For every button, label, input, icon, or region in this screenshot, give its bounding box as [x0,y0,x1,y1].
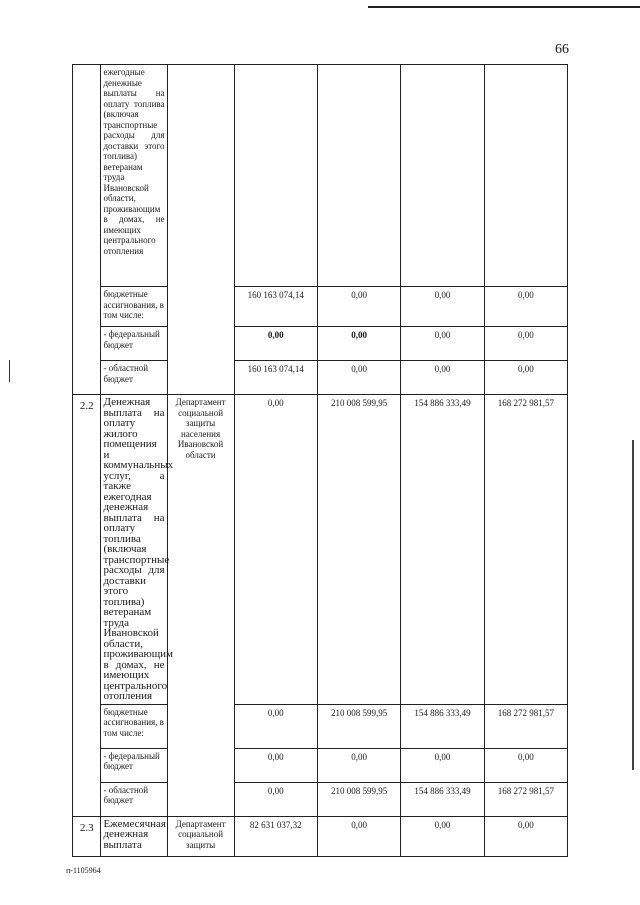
measure-name: Ежемесячная денежная выплата [101,816,167,856]
value-cell: 0,00 [484,816,567,856]
table-row [73,816,568,856]
measure-name: Денежная выплата на оплату жилого помещения и коммунальных услуг, а также ежегодная денежная выплата на оплату топлива (включая транспортные расходы для доставки этого топлива) ветеранам труда Ивановской области, проживающим в домах, не имеющих центрального отопления [101,395,167,705]
value-cell [401,65,484,287]
row-number: 2.2 [73,395,101,817]
value-cell: 0,00 [401,361,484,395]
value-cell: 0,00 [234,782,317,816]
value-cell: 160 163 074,14 [234,287,317,327]
scan-mark-left [9,360,10,382]
value-cell: 210 008 599,95 [317,782,400,816]
table-row [73,395,568,705]
value-cell: 0,00 [234,704,317,748]
value-cell: 0,00 [484,287,567,327]
row-label: бюджетные ассигнования, в том числе: [101,287,167,327]
table-row [73,782,568,816]
value-cell: 82 631 037,32 [234,816,317,856]
value-cell: 0,00 [401,816,484,856]
row-label: - федеральный бюджет [101,327,167,361]
value-cell [484,65,567,287]
row-label: - областной бюджет [101,361,167,395]
value-cell: 0,00 [317,287,400,327]
value-cell: 210 008 599,95 [317,704,400,748]
value-cell: 0,00 [401,287,484,327]
scan-edge-right [632,440,634,770]
value-cell: 168 272 981,57 [484,395,567,705]
top-rule [368,6,640,8]
table-row [73,361,568,395]
row-label: - областной бюджет [101,782,167,816]
value-cell: 0,00 [234,748,317,782]
row-number: 2.3 [73,816,101,856]
page-number: 66 [555,42,569,57]
budget-table [72,64,568,857]
value-cell [317,65,400,287]
row-number-cell [73,65,101,395]
table-row [73,65,568,287]
table-row [73,704,568,748]
table-row [73,327,568,361]
value-cell: 0,00 [484,361,567,395]
value-cell: 154 886 333,49 [401,704,484,748]
value-cell: 154 886 333,49 [401,782,484,816]
value-cell: 0,00 [484,748,567,782]
value-cell: 0,00 [401,327,484,361]
value-cell: 168 272 981,57 [484,704,567,748]
value-cell: 0,00 [234,327,317,361]
row-label: - федеральный бюджет [101,748,167,782]
value-cell: 0,00 [484,327,567,361]
document-code: п-1105964 [66,866,101,875]
value-cell: 0,00 [234,395,317,705]
department-name: Департамент социальной защиты [167,816,234,856]
department-cell [167,65,234,395]
value-cell: 154 886 333,49 [401,395,484,705]
value-cell [234,65,317,287]
department-name: Департамент социальной защиты населения Ивановской области [167,395,234,817]
value-cell: 0,00 [317,748,400,782]
value-cell: 168 272 981,57 [484,782,567,816]
value-cell: 160 163 074,14 [234,361,317,395]
measure-name: ежегодные денежные выплаты на оплату топлива (включая транспортные расходы для доставки этого топлива) ветеранам труда Ивановской области, проживающим в домах, не имеющих центрального отопления [101,65,167,287]
table-row [73,287,568,327]
value-cell: 0,00 [401,748,484,782]
value-cell: 0,00 [317,327,400,361]
value-cell: 0,00 [317,361,400,395]
value-cell: 0,00 [317,816,400,856]
value-cell: 210 008 599,95 [317,395,400,705]
table-row [73,748,568,782]
row-label: бюджетные ассигнования, в том числе: [101,704,167,748]
